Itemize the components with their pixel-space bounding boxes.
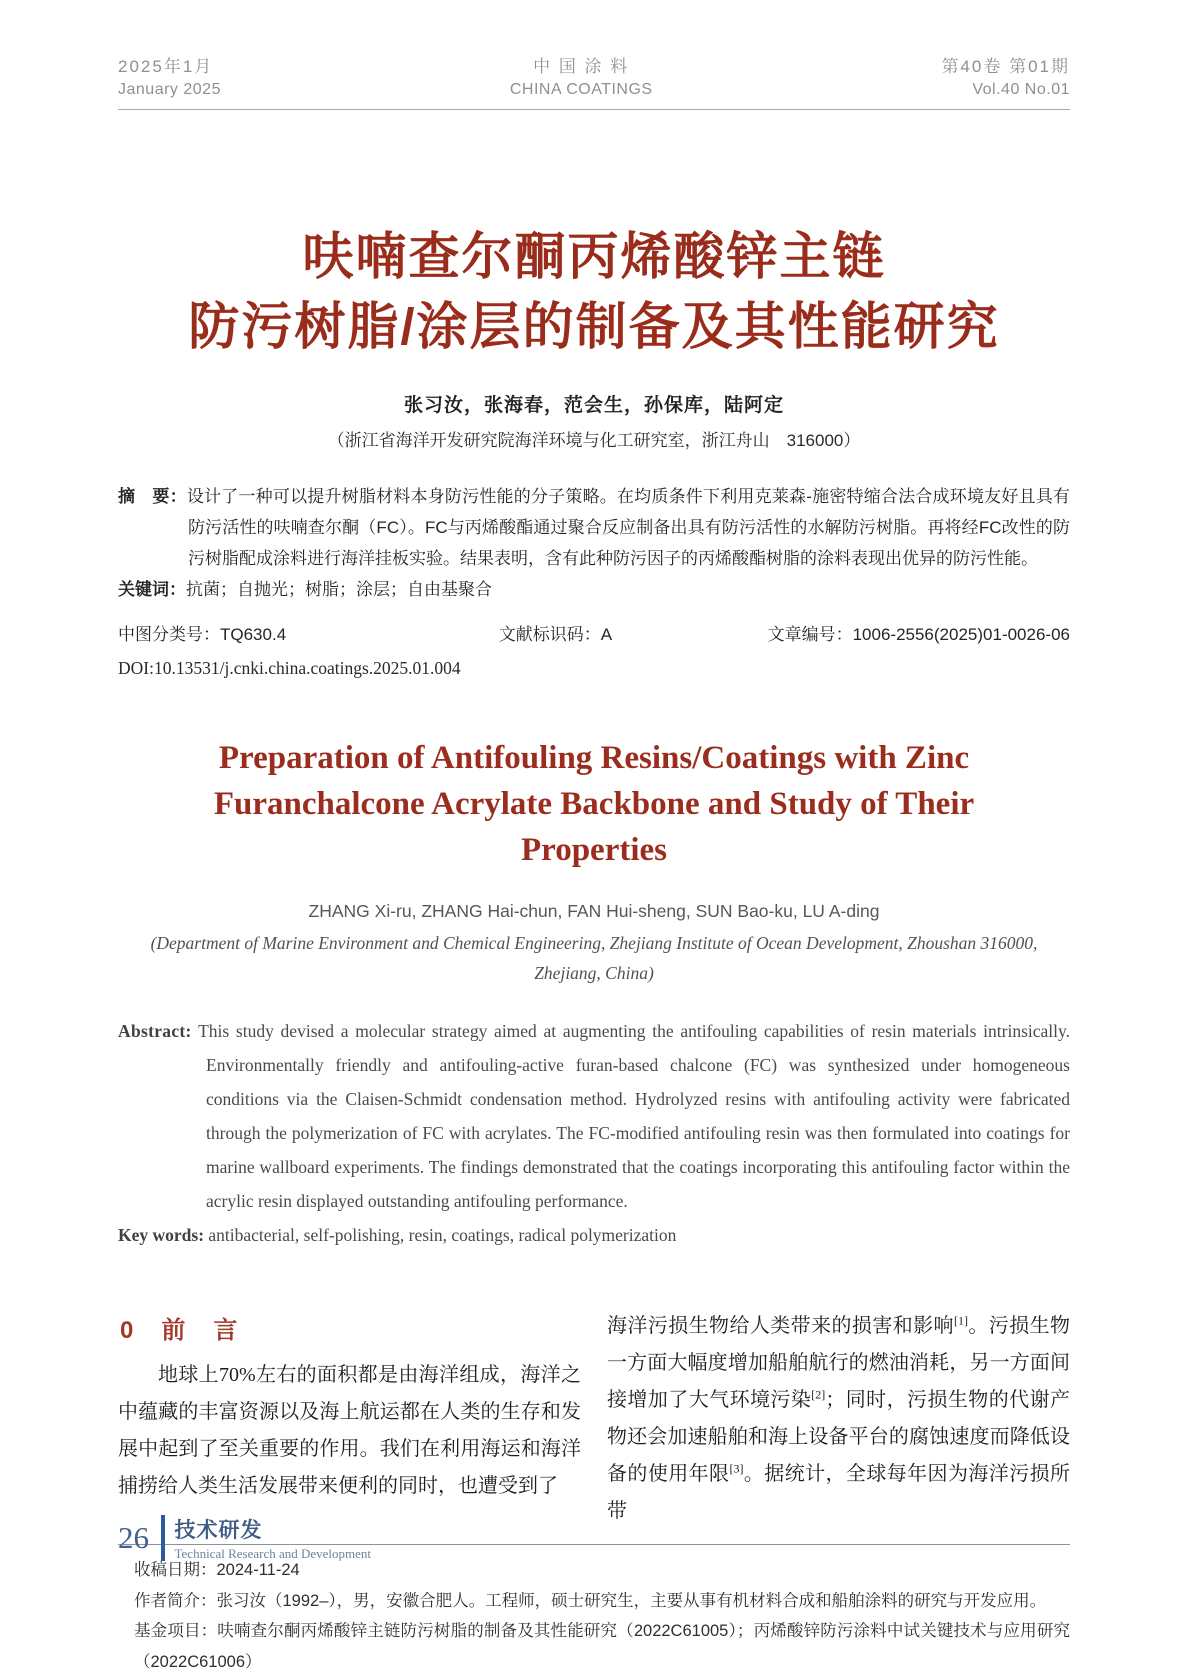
footnote-received-date: 收稿日期：2024-11-24 [134,1561,300,1579]
abstract-en-label: Abstract: [118,1021,192,1041]
affiliation-en: (Department of Marine Environment and Chemical Engineering, Zhejiang Institute of Ocean Development, Zhoushan 316000, Zhejiang, China) [150,933,1038,983]
footer-column-cn: 技术研发 [174,1519,263,1542]
header-journal-cn: 中 国 涂 料 [533,57,630,76]
doi: DOI:10.13531/j.cnki.china.coatings.2025.01.004 [118,658,461,678]
keywords-en-label: Key words: [118,1225,205,1245]
document-code: 文献标识码：A [498,625,613,644]
keywords-cn-label: 关键词： [118,580,186,599]
article-title-en [118,735,1070,873]
abstract-cn-label: 摘 要： [118,487,187,506]
abstract-cn [118,481,1070,574]
section-number: 0 [120,1317,136,1344]
footnote-funding: 基金项目：呋喃查尔酮丙烯酸锌主链防污树脂的制备及其性能研究（2022C61005）；丙烯酸锌防污涂料中试关键技术与应用研究（2022C61006） [134,1622,1070,1671]
header-issue-cn: 第40卷 第01期 [941,57,1070,76]
page-number: 26 [118,1520,149,1555]
abstract-en-text: This study devised a molecular strategy aimed at augmenting the antifouling capabilities of resin materials intrinsically. Environmentally friendly and antifouling-active furan-based chalcone (FC) was synthesized under homogeneous conditions via the Claisen-Schmidt condensation method. Hydrolyzed resins with antifouling activity were fabricated through the polymerization of FC with acrylates. The FC-modified antifouling resin was then formulated into coatings for marine wallboard experiments. The findings demonstrated that the coatings incorporating this antifouling factor within the acrylic resin displayed outstanding antifouling performance. [198,1021,1071,1211]
header-journal-en: CHINA COATINGS [509,81,653,98]
keywords-cn-text: 抗菌；自抛光；树脂；涂层；自由基聚合 [186,580,492,599]
clc-number: 中图分类号：TQ630.4 [118,625,287,644]
intro-left-column [118,1308,581,1505]
intro-paragraph-right [607,1308,1070,1530]
header-journal [510,52,653,99]
meta-row [118,620,1070,645]
footer-divider-bar [161,1515,165,1561]
abstract-cn-text: 设计了一种可以提升树脂材料本身防污性能的分子策略。在均质条件下利用克莱森-施密特缩合法合成环境友好且具有防污活性的呋喃查尔酮（FC）。FC与丙烯酸酯通过聚合反应制备出具有防污活性的水解防污树脂。再将经FC改性的防污树脂配成涂料进行海洋挂板实验。结果表明，含有此种防污因子的丙烯酸酯树脂的涂料表现出优异的防污性能。 [186,487,1070,568]
header-issue [941,52,1070,99]
page-footer [118,1514,371,1562]
article-title-cn [118,222,1070,362]
intro-right-column [607,1308,1070,1530]
article-title-en-line3: Properties [520,832,667,868]
introduction-section [118,1308,1070,1530]
intro-paragraph-left: 地球上70%左右的面积都是由海洋组成，海洋之中蕴藏的丰富资源以及海上航运都在人类的生存和发展中起到了至关重要的作用。我们在利用海运和海洋捕捞给人类生活发展带来便利的同时，也遭受到了 [118,1364,581,1497]
section-title: 前 言 [161,1317,240,1344]
authors-en: ZHANG Xi-ru, ZHANG Hai-chun, FAN Hui-sheng, SUN Bao-ku, LU A-ding [308,901,880,921]
header-date-cn: 2025年1月 [118,57,214,76]
journal-header [118,52,1070,110]
abstract-en [118,1014,1070,1218]
article-title-cn-line1: 呋喃查尔酮丙烯酸锌主链 [302,228,886,285]
header-date-en: January 2025 [118,81,221,98]
authors-cn: 张习汝，张海春，范会生，孙保库，陆阿定 [403,395,784,416]
footnote-author-bio: 作者简介：张习汝（1992–），男，安徽合肥人。工程师，硕士研究生，主要从事有机材料合成和船舶涂料的研究与开发应用。 [134,1591,1047,1610]
footer-column-en: Technical Research and Development [174,1546,372,1561]
header-issue-en: Vol.40 No.01 [972,81,1070,98]
intro-right-seg0: 海洋污损生物给人类带来的损害和影响 [607,1315,954,1337]
affiliation-cn: （浙江省海洋开发研究院海洋环境与化工研究室，浙江舟山 316000） [327,431,861,450]
footer-column-name [175,1514,372,1562]
keywords-en-text: antibacterial, self-polishing, resin, coatings, radical polymerization [208,1225,677,1245]
article-title-en-line1: Preparation of Antifouling Resins/Coatings with Zinc [218,740,970,776]
intro-right-seg2: ；同时，污损生物的代谢产物还会加速船舶和海上设备平台的腐蚀速度而降低设备的使用年限 [607,1389,1071,1485]
article-id: 文章编号：1006-2556(2025)01-0026-06 [767,625,1070,644]
citation-ref-3: [3] [729,1461,744,1476]
footnotes [118,1545,1070,1677]
keywords-en [118,1218,1070,1252]
section-heading [120,1310,581,1345]
keywords-cn [118,574,1070,605]
article-title-cn-line2: 防污树脂/涂层的制备及其性能研究 [188,298,1000,355]
citation-ref-2: [2] [811,1387,826,1402]
intro-right-seg1: 。污损生物一方面大幅度增加船舶航行的燃油消耗，另一方面间接增加了大气环境污染 [607,1315,1071,1411]
header-date [118,52,221,99]
citation-ref-1: [1] [953,1313,968,1328]
article-title-en-line2: Furanchalcone Acrylate Backbone and Study of Their [213,786,975,822]
intro-right-seg3: 。据统计，全球每年因为海洋污损所带 [607,1463,1071,1522]
